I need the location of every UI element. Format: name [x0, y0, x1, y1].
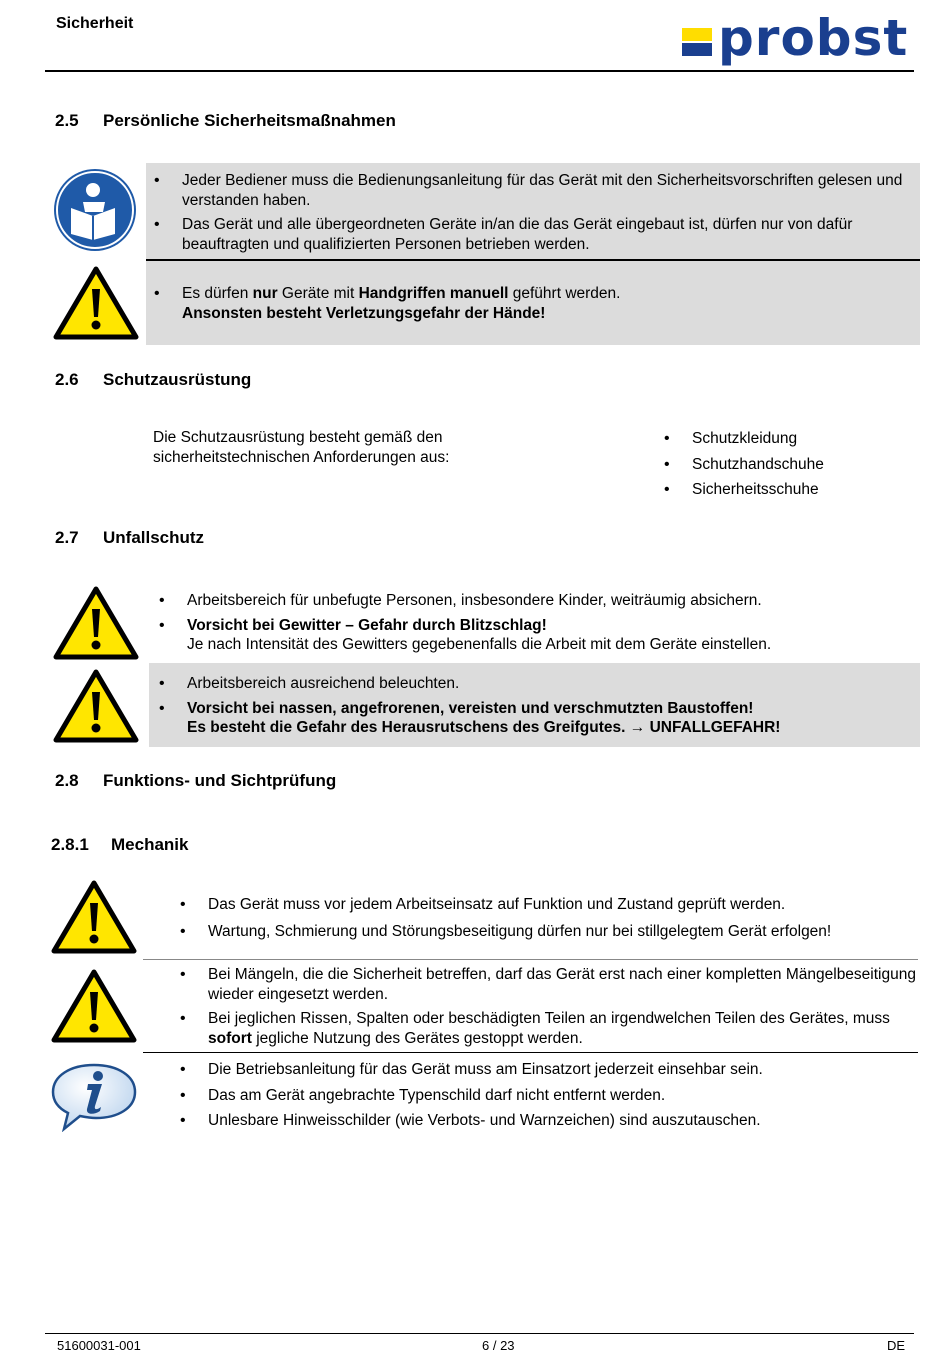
list-item: • Das am Gerät angebrachte Typenschild darf nicht entfernt werden. — [172, 1086, 920, 1106]
list-item: • Bei Mängeln, die die Sicherheit betreffen, darf das Gerät erst nach einer kompletten Mängelbeseitigung wieder eingesetzt werden. — [172, 965, 920, 1004]
list-item: • Arbeitsbereich ausreichend beleuchten. — [151, 674, 916, 694]
section-number: 2.8.1 — [51, 835, 89, 854]
warning-icon — [53, 265, 139, 341]
warning-icon — [53, 668, 139, 744]
section-title: Funktions- und Sichtprüfung — [103, 771, 337, 790]
section-title: Schutzausrüstung — [103, 370, 252, 389]
list-item: • Das Gerät und alle übergeordneten Geräte in/an die das Gerät eingebaut ist, dürfen nur von dafür beauftragten und qualifizierten Personen betrieben werden. — [146, 215, 906, 254]
section-2-8-heading — [55, 771, 336, 791]
logo-text: probst — [718, 9, 909, 67]
emphasis: Ansonsten besteht Verletzungsgefahr der Hände! — [182, 304, 546, 322]
footer-divider — [45, 1333, 914, 1334]
protective-equipment-list — [656, 429, 916, 505]
list-item: • Arbeitsbereich für unbefugte Personen, insbesondere Kinder, weiträumig absichern. — [151, 591, 921, 611]
box-divider — [143, 959, 918, 960]
section-2-5-heading — [55, 111, 396, 131]
text: Geräte mit — [277, 285, 359, 302]
section-number: 2.8 — [55, 771, 79, 790]
warning-icon — [53, 585, 139, 661]
box-divider — [143, 1052, 918, 1053]
emphasis: Es besteht die Gefahr des Herausrutschens des Greifgutes. → UNFALLGEFAHR! — [187, 719, 781, 736]
list-item: • Jeder Bediener muss die Bedienungsanleitung für das Gerät mit den Sicherheitsvorschriften gelesen und verstanden haben. — [146, 171, 906, 210]
mechanics-list-1 — [172, 895, 920, 946]
handles-list — [146, 284, 906, 328]
warning-icon — [51, 879, 137, 955]
list-item: • Schutzhandschuhe — [656, 455, 916, 475]
mechanics-info-list — [172, 1060, 920, 1136]
list-item — [146, 284, 906, 323]
emphasis: Vorsicht bei Gewitter – Gefahr durch Blitzschlag! — [187, 616, 547, 634]
section-2-7-heading — [55, 528, 204, 548]
section-2-6-heading — [55, 370, 251, 390]
list-item — [151, 616, 921, 655]
warning-icon — [51, 968, 137, 1044]
list-item — [151, 699, 916, 738]
list-item: • Das Gerät muss vor jedem Arbeitseinsatz auf Funktion und Zustand geprüft werden. — [172, 895, 920, 915]
list-item: • Unlesbare Hinweisschilder (wie Verbots- und Warnzeichen) sind auszutauschen. — [172, 1111, 920, 1131]
emphasis: sofort — [208, 1029, 252, 1047]
footer-language: DE — [887, 1338, 906, 1353]
text: Je nach Intensität des Gewitters gegebenenfalls die Arbeit mit dem Geräte einstellen. — [187, 636, 772, 653]
safety-box-handles — [146, 261, 920, 345]
mechanics-list-2 — [172, 965, 920, 1053]
emphasis: nur — [252, 285, 278, 302]
emphasis: Handgriffen manuell — [358, 285, 509, 302]
header-section-title: Sicherheit — [56, 15, 134, 32]
manual-list — [146, 171, 906, 259]
protective-equipment-intro: Die Schutzausrüstung besteht gemäß den sicherheitstechnischen Anforderungen aus: — [153, 429, 450, 466]
text: Bei jeglichen Rissen, Spalten oder beschädigten Teilen an irgendwelchen Teilen des Gerätes, muss — [208, 1010, 890, 1027]
probst-logo — [682, 9, 909, 68]
materials-list — [151, 674, 916, 743]
emphasis: Vorsicht bei nassen, angefrorenen, vereisten und verschmutzten Baustoffen! — [187, 699, 754, 717]
section-number: 2.7 — [55, 528, 79, 547]
section-title: Mechanik — [111, 835, 189, 854]
read-manual-icon — [53, 168, 137, 252]
logo-yellow-bar — [682, 28, 712, 41]
logo-blue-bar — [682, 43, 712, 56]
text: geführt werden. — [508, 285, 621, 302]
list-item — [172, 1009, 920, 1048]
text: jegliche Nutzung des Gerätes gestoppt werden. — [251, 1029, 583, 1047]
section-title: Unfallschutz — [103, 528, 205, 547]
footer-doc-number: 51600031-001 — [57, 1338, 141, 1353]
info-icon — [50, 1062, 138, 1132]
accident-list-1 — [151, 591, 921, 660]
text: Es dürfen — [182, 285, 253, 302]
list-item: • Sicherheitsschuhe — [656, 480, 916, 500]
section-number: 2.5 — [55, 111, 79, 130]
safety-box-materials — [149, 663, 920, 747]
header-divider — [45, 70, 914, 72]
list-item: • Schutzkleidung — [656, 429, 916, 449]
footer-page-number: 6 / 23 — [482, 1338, 515, 1353]
list-item: • Wartung, Schmierung und Störungsbeseitigung dürfen nur bei stillgelegtem Gerät erfolgen! — [172, 922, 920, 942]
section-2-8-1-heading — [51, 835, 188, 855]
list-item: • Die Betriebsanleitung für das Gerät muss am Einsatzort jederzeit einsehbar sein. — [172, 1060, 920, 1080]
safety-box-manual — [146, 163, 920, 259]
section-title: Persönliche Sicherheitsmaßnahmen — [103, 111, 396, 130]
section-number: 2.6 — [55, 370, 79, 389]
